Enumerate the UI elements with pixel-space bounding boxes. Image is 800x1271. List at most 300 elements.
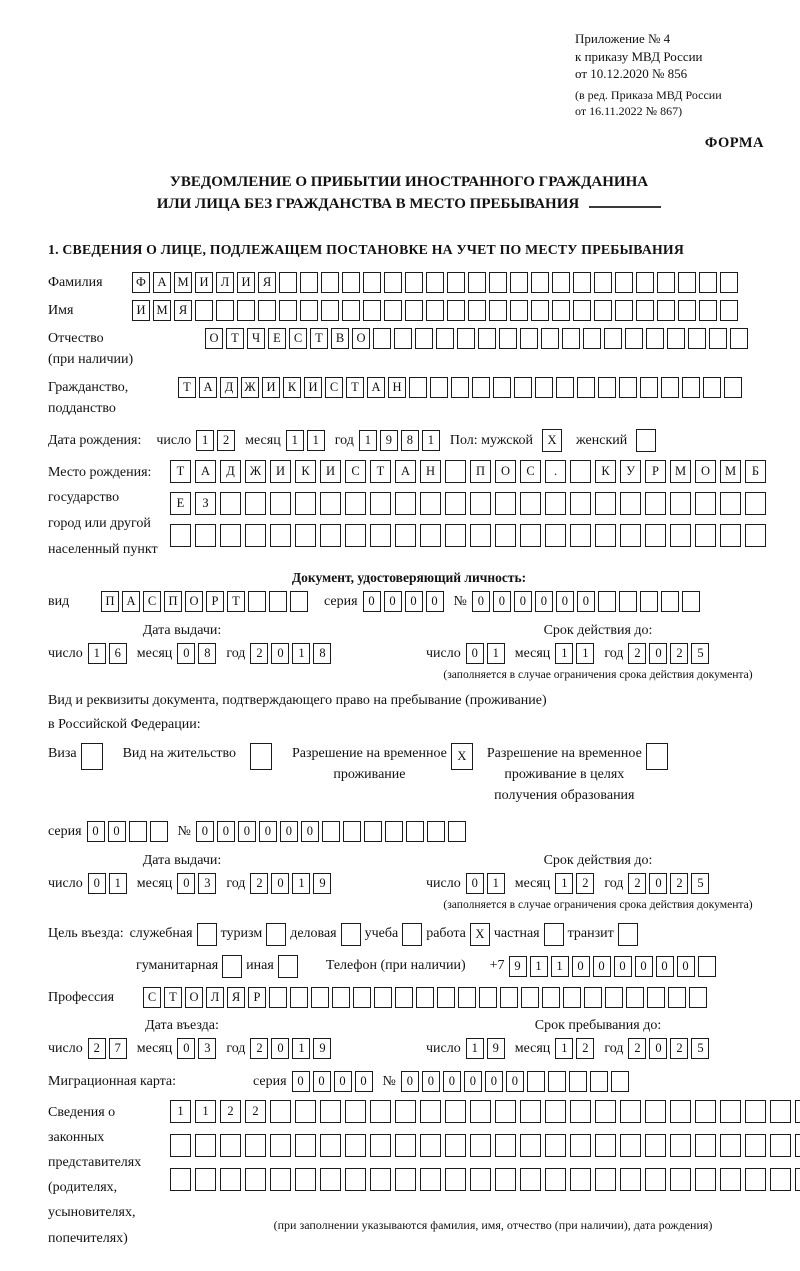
char-cell[interactable]: [745, 1134, 766, 1157]
char-cell[interactable]: 0: [177, 1038, 195, 1059]
char-cell[interactable]: 1: [530, 956, 548, 977]
char-cell[interactable]: [620, 1134, 641, 1157]
char-cell[interactable]: М: [670, 460, 691, 483]
char-cell[interactable]: [552, 272, 570, 293]
char-cell[interactable]: Ф: [132, 272, 150, 293]
char-cell[interactable]: [569, 1071, 587, 1092]
char-cell[interactable]: 0: [334, 1071, 352, 1092]
char-cell[interactable]: [458, 987, 476, 1008]
char-cell[interactable]: 3: [198, 1038, 216, 1059]
char-cell[interactable]: [195, 300, 213, 321]
char-cell[interactable]: [345, 492, 366, 515]
char-cell[interactable]: [269, 987, 287, 1008]
char-cell[interactable]: 0: [301, 821, 319, 842]
char-cell[interactable]: Т: [370, 460, 391, 483]
char-cell[interactable]: [405, 300, 423, 321]
char-cell[interactable]: П: [101, 591, 119, 612]
char-cell[interactable]: 0: [464, 1071, 482, 1092]
char-cell[interactable]: 1: [196, 430, 214, 451]
char-cell[interactable]: 0: [426, 591, 444, 612]
char-cell[interactable]: [640, 591, 658, 612]
char-cell[interactable]: [370, 1100, 391, 1123]
char-cell[interactable]: 9: [380, 430, 398, 451]
char-cell[interactable]: [619, 591, 637, 612]
char-cell[interactable]: [562, 328, 580, 349]
char-cell[interactable]: [374, 987, 392, 1008]
char-cell[interactable]: 2: [250, 1038, 268, 1059]
char-cell[interactable]: [682, 377, 700, 398]
char-cell[interactable]: Е: [268, 328, 286, 349]
char-cell[interactable]: [322, 821, 340, 842]
char-cell[interactable]: 0: [577, 591, 595, 612]
char-cell[interactable]: 1: [292, 643, 310, 664]
char-cell[interactable]: 0: [271, 1038, 289, 1059]
char-cell[interactable]: [270, 1100, 291, 1123]
char-cell[interactable]: 1: [170, 1100, 191, 1123]
char-cell[interactable]: [626, 987, 644, 1008]
char-cell[interactable]: 0: [649, 643, 667, 664]
char-cell[interactable]: А: [199, 377, 217, 398]
char-cell[interactable]: 1: [555, 873, 573, 894]
char-cell[interactable]: [636, 300, 654, 321]
char-cell[interactable]: 1: [88, 643, 106, 664]
char-cell[interactable]: 1: [551, 956, 569, 977]
char-cell[interactable]: [570, 492, 591, 515]
char-cell[interactable]: 8: [313, 643, 331, 664]
char-cell[interactable]: [426, 300, 444, 321]
char-cell[interactable]: [570, 1134, 591, 1157]
char-cell[interactable]: [720, 300, 738, 321]
char-cell[interactable]: 2: [628, 1038, 646, 1059]
char-cell[interactable]: [545, 1134, 566, 1157]
char-cell[interactable]: [470, 524, 491, 547]
char-cell[interactable]: [499, 328, 517, 349]
char-cell[interactable]: 1: [487, 643, 505, 664]
char-cell[interactable]: [620, 1168, 641, 1191]
char-cell[interactable]: [420, 492, 441, 515]
char-cell[interactable]: [495, 524, 516, 547]
char-cell[interactable]: 1: [422, 430, 440, 451]
char-cell[interactable]: [647, 987, 665, 1008]
char-cell[interactable]: [420, 1168, 441, 1191]
char-cell[interactable]: Р: [248, 987, 266, 1008]
char-cell[interactable]: [645, 1168, 666, 1191]
char-cell[interactable]: С: [289, 328, 307, 349]
char-cell[interactable]: 0: [649, 873, 667, 894]
char-cell[interactable]: К: [283, 377, 301, 398]
char-cell[interactable]: [770, 1134, 791, 1157]
char-cell[interactable]: [595, 492, 616, 515]
char-cell[interactable]: 2: [250, 873, 268, 894]
char-cell[interactable]: [270, 492, 291, 515]
char-cell[interactable]: 1: [286, 430, 304, 451]
checkbox-purpose-official[interactable]: [197, 923, 217, 946]
char-cell[interactable]: [584, 987, 602, 1008]
char-cell[interactable]: [594, 272, 612, 293]
char-cell[interactable]: 2: [220, 1100, 241, 1123]
char-cell[interactable]: [720, 1168, 741, 1191]
char-cell[interactable]: [520, 1168, 541, 1191]
char-cell[interactable]: [370, 524, 391, 547]
char-cell[interactable]: 0: [556, 591, 574, 612]
char-cell[interactable]: [795, 1100, 800, 1123]
char-cell[interactable]: [520, 1100, 541, 1123]
char-cell[interactable]: С: [143, 591, 161, 612]
checkbox-visa[interactable]: [81, 743, 103, 770]
char-cell[interactable]: [545, 1168, 566, 1191]
checkbox-purpose-private[interactable]: [544, 923, 564, 946]
char-cell[interactable]: [620, 492, 641, 515]
char-cell[interactable]: [495, 1134, 516, 1157]
char-cell[interactable]: [321, 300, 339, 321]
char-cell[interactable]: [220, 1134, 241, 1157]
char-cell[interactable]: [657, 272, 675, 293]
char-cell[interactable]: [409, 377, 427, 398]
char-cell[interactable]: Ж: [241, 377, 259, 398]
char-cell[interactable]: [270, 1134, 291, 1157]
char-cell[interactable]: [605, 987, 623, 1008]
char-cell[interactable]: [615, 300, 633, 321]
char-cell[interactable]: [625, 328, 643, 349]
char-cell[interactable]: А: [153, 272, 171, 293]
char-cell[interactable]: 0: [108, 821, 126, 842]
char-cell[interactable]: [688, 328, 706, 349]
char-cell[interactable]: 7: [109, 1038, 127, 1059]
char-cell[interactable]: [216, 300, 234, 321]
char-cell[interactable]: 2: [670, 1038, 688, 1059]
char-cell[interactable]: [527, 1071, 545, 1092]
char-cell[interactable]: [770, 1168, 791, 1191]
char-cell[interactable]: [493, 377, 511, 398]
checkbox-purpose-humanitarian[interactable]: [222, 955, 242, 978]
char-cell[interactable]: И: [237, 272, 255, 293]
char-cell[interactable]: [445, 524, 466, 547]
char-cell[interactable]: О: [695, 460, 716, 483]
char-cell[interactable]: [689, 987, 707, 1008]
char-cell[interactable]: 0: [405, 591, 423, 612]
char-cell[interactable]: 0: [88, 873, 106, 894]
char-cell[interactable]: И: [270, 460, 291, 483]
char-cell[interactable]: [720, 272, 738, 293]
char-cell[interactable]: О: [205, 328, 223, 349]
char-cell[interactable]: [245, 524, 266, 547]
char-cell[interactable]: [478, 328, 496, 349]
char-cell[interactable]: Т: [164, 987, 182, 1008]
char-cell[interactable]: 1: [576, 643, 594, 664]
char-cell[interactable]: Ч: [247, 328, 265, 349]
char-cell[interactable]: З: [195, 492, 216, 515]
char-cell[interactable]: [699, 272, 717, 293]
char-cell[interactable]: [364, 821, 382, 842]
char-cell[interactable]: [645, 1134, 666, 1157]
char-cell[interactable]: [237, 300, 255, 321]
char-cell[interactable]: 2: [576, 1038, 594, 1059]
char-cell[interactable]: 0: [87, 821, 105, 842]
char-cell[interactable]: 3: [198, 873, 216, 894]
checkbox-purpose-business[interactable]: [341, 923, 361, 946]
char-cell[interactable]: 0: [649, 1038, 667, 1059]
char-cell[interactable]: [720, 524, 741, 547]
char-cell[interactable]: [426, 272, 444, 293]
char-cell[interactable]: [645, 492, 666, 515]
char-cell[interactable]: Я: [174, 300, 192, 321]
char-cell[interactable]: М: [153, 300, 171, 321]
char-cell[interactable]: [472, 377, 490, 398]
char-cell[interactable]: 0: [422, 1071, 440, 1092]
char-cell[interactable]: 0: [196, 821, 214, 842]
char-cell[interactable]: [646, 328, 664, 349]
char-cell[interactable]: [248, 591, 266, 612]
char-cell[interactable]: [395, 492, 416, 515]
char-cell[interactable]: [353, 987, 371, 1008]
char-cell[interactable]: [695, 492, 716, 515]
char-cell[interactable]: [405, 272, 423, 293]
char-cell[interactable]: [745, 1168, 766, 1191]
char-cell[interactable]: [295, 1134, 316, 1157]
char-cell[interactable]: [245, 1168, 266, 1191]
char-cell[interactable]: [682, 591, 700, 612]
char-cell[interactable]: 0: [493, 591, 511, 612]
char-cell[interactable]: [619, 377, 637, 398]
char-cell[interactable]: [321, 272, 339, 293]
char-cell[interactable]: [520, 328, 538, 349]
char-cell[interactable]: [468, 300, 486, 321]
char-cell[interactable]: Р: [206, 591, 224, 612]
char-cell[interactable]: [436, 328, 454, 349]
char-cell[interactable]: [320, 492, 341, 515]
char-cell[interactable]: 0: [238, 821, 256, 842]
char-cell[interactable]: Д: [220, 377, 238, 398]
char-cell[interactable]: 0: [177, 873, 195, 894]
char-cell[interactable]: Т: [227, 591, 245, 612]
char-cell[interactable]: [657, 300, 675, 321]
char-cell[interactable]: 9: [509, 956, 527, 977]
checkbox-purpose-work[interactable]: X: [470, 923, 490, 946]
char-cell[interactable]: О: [352, 328, 370, 349]
checkbox-residence-permit[interactable]: [250, 743, 272, 770]
char-cell[interactable]: [535, 377, 553, 398]
char-cell[interactable]: 2: [245, 1100, 266, 1123]
char-cell[interactable]: [270, 1168, 291, 1191]
char-cell[interactable]: [345, 524, 366, 547]
char-cell[interactable]: Д: [220, 460, 241, 483]
char-cell[interactable]: [451, 377, 469, 398]
char-cell[interactable]: [770, 1100, 791, 1123]
char-cell[interactable]: [745, 492, 766, 515]
char-cell[interactable]: [745, 1100, 766, 1123]
char-cell[interactable]: [363, 272, 381, 293]
char-cell[interactable]: [795, 1134, 800, 1157]
char-cell[interactable]: [495, 1168, 516, 1191]
char-cell[interactable]: 1: [292, 873, 310, 894]
char-cell[interactable]: [420, 524, 441, 547]
char-cell[interactable]: [615, 272, 633, 293]
char-cell[interactable]: 0: [635, 956, 653, 977]
char-cell[interactable]: 2: [670, 873, 688, 894]
char-cell[interactable]: И: [320, 460, 341, 483]
char-cell[interactable]: [479, 987, 497, 1008]
char-cell[interactable]: [545, 492, 566, 515]
char-cell[interactable]: Е: [170, 492, 191, 515]
char-cell[interactable]: 9: [313, 873, 331, 894]
char-cell[interactable]: [300, 272, 318, 293]
char-cell[interactable]: 1: [292, 1038, 310, 1059]
char-cell[interactable]: [270, 524, 291, 547]
char-cell[interactable]: Л: [216, 272, 234, 293]
char-cell[interactable]: [295, 1168, 316, 1191]
char-cell[interactable]: [170, 1134, 191, 1157]
char-cell[interactable]: [457, 328, 475, 349]
char-cell[interactable]: [195, 1168, 216, 1191]
char-cell[interactable]: [667, 328, 685, 349]
char-cell[interactable]: 5: [691, 873, 709, 894]
char-cell[interactable]: [570, 524, 591, 547]
char-cell[interactable]: 5: [691, 1038, 709, 1059]
char-cell[interactable]: [620, 524, 641, 547]
char-cell[interactable]: [245, 492, 266, 515]
char-cell[interactable]: О: [495, 460, 516, 483]
char-cell[interactable]: [570, 460, 591, 483]
char-cell[interactable]: [541, 328, 559, 349]
char-cell[interactable]: [720, 492, 741, 515]
char-cell[interactable]: [437, 987, 455, 1008]
char-cell[interactable]: 9: [313, 1038, 331, 1059]
char-cell[interactable]: [363, 300, 381, 321]
checkbox-temp-residence-edu[interactable]: [646, 743, 668, 770]
checkbox-purpose-other[interactable]: [278, 955, 298, 978]
char-cell[interactable]: И: [304, 377, 322, 398]
char-cell[interactable]: [670, 492, 691, 515]
char-cell[interactable]: [415, 328, 433, 349]
char-cell[interactable]: [420, 1134, 441, 1157]
char-cell[interactable]: [311, 987, 329, 1008]
char-cell[interactable]: [556, 377, 574, 398]
char-cell[interactable]: 0: [535, 591, 553, 612]
char-cell[interactable]: 0: [271, 643, 289, 664]
char-cell[interactable]: [320, 524, 341, 547]
checkbox-purpose-tourism[interactable]: [266, 923, 286, 946]
char-cell[interactable]: [668, 987, 686, 1008]
char-cell[interactable]: [470, 1168, 491, 1191]
char-cell[interactable]: [470, 492, 491, 515]
char-cell[interactable]: [170, 1168, 191, 1191]
char-cell[interactable]: 1: [109, 873, 127, 894]
char-cell[interactable]: [447, 300, 465, 321]
char-cell[interactable]: 0: [443, 1071, 461, 1092]
char-cell[interactable]: [430, 377, 448, 398]
char-cell[interactable]: [620, 1100, 641, 1123]
char-cell[interactable]: [445, 492, 466, 515]
char-cell[interactable]: 2: [628, 643, 646, 664]
char-cell[interactable]: Т: [346, 377, 364, 398]
char-cell[interactable]: И: [195, 272, 213, 293]
char-cell[interactable]: [220, 524, 241, 547]
char-cell[interactable]: 1: [307, 430, 325, 451]
char-cell[interactable]: [709, 328, 727, 349]
char-cell[interactable]: [373, 328, 391, 349]
char-cell[interactable]: 0: [292, 1071, 310, 1092]
char-cell[interactable]: 0: [259, 821, 277, 842]
char-cell[interactable]: [395, 1134, 416, 1157]
char-cell[interactable]: А: [122, 591, 140, 612]
char-cell[interactable]: [521, 987, 539, 1008]
char-cell[interactable]: О: [185, 591, 203, 612]
char-cell[interactable]: [698, 956, 716, 977]
char-cell[interactable]: [445, 1134, 466, 1157]
char-cell[interactable]: К: [295, 460, 316, 483]
char-cell[interactable]: 0: [401, 1071, 419, 1092]
char-cell[interactable]: [640, 377, 658, 398]
char-cell[interactable]: [699, 300, 717, 321]
char-cell[interactable]: У: [620, 460, 641, 483]
char-cell[interactable]: [520, 524, 541, 547]
char-cell[interactable]: Т: [310, 328, 328, 349]
char-cell[interactable]: 0: [466, 873, 484, 894]
char-cell[interactable]: [670, 524, 691, 547]
char-cell[interactable]: К: [595, 460, 616, 483]
char-cell[interactable]: 0: [217, 821, 235, 842]
char-cell[interactable]: [150, 821, 168, 842]
char-cell[interactable]: [394, 328, 412, 349]
char-cell[interactable]: [195, 524, 216, 547]
char-cell[interactable]: [661, 591, 679, 612]
char-cell[interactable]: [703, 377, 721, 398]
char-cell[interactable]: 0: [384, 591, 402, 612]
char-cell[interactable]: [595, 1134, 616, 1157]
char-cell[interactable]: В: [331, 328, 349, 349]
char-cell[interactable]: Я: [227, 987, 245, 1008]
char-cell[interactable]: [245, 1134, 266, 1157]
char-cell[interactable]: [320, 1134, 341, 1157]
char-cell[interactable]: [598, 377, 616, 398]
char-cell[interactable]: [345, 1168, 366, 1191]
char-cell[interactable]: 0: [271, 873, 289, 894]
char-cell[interactable]: [573, 300, 591, 321]
char-cell[interactable]: [395, 524, 416, 547]
char-cell[interactable]: [695, 1134, 716, 1157]
char-cell[interactable]: [495, 492, 516, 515]
char-cell[interactable]: 1: [195, 1100, 216, 1123]
char-cell[interactable]: [531, 300, 549, 321]
char-cell[interactable]: [570, 1168, 591, 1191]
char-cell[interactable]: [510, 300, 528, 321]
char-cell[interactable]: 0: [593, 956, 611, 977]
char-cell[interactable]: [730, 328, 748, 349]
char-cell[interactable]: [445, 460, 466, 483]
char-cell[interactable]: [545, 524, 566, 547]
char-cell[interactable]: 9: [487, 1038, 505, 1059]
char-cell[interactable]: [395, 987, 413, 1008]
char-cell[interactable]: [695, 524, 716, 547]
char-cell[interactable]: [269, 591, 287, 612]
char-cell[interactable]: 0: [485, 1071, 503, 1092]
char-cell[interactable]: [395, 1100, 416, 1123]
char-cell[interactable]: [531, 272, 549, 293]
char-cell[interactable]: 1: [555, 643, 573, 664]
char-cell[interactable]: 2: [217, 430, 235, 451]
char-cell[interactable]: 2: [628, 873, 646, 894]
char-cell[interactable]: [604, 328, 622, 349]
char-cell[interactable]: 0: [506, 1071, 524, 1092]
char-cell[interactable]: [645, 1100, 666, 1123]
char-cell[interactable]: 0: [472, 591, 490, 612]
char-cell[interactable]: [370, 1134, 391, 1157]
char-cell[interactable]: [343, 821, 361, 842]
char-cell[interactable]: [370, 1168, 391, 1191]
char-cell[interactable]: [406, 821, 424, 842]
char-cell[interactable]: 2: [576, 873, 594, 894]
char-cell[interactable]: [636, 272, 654, 293]
